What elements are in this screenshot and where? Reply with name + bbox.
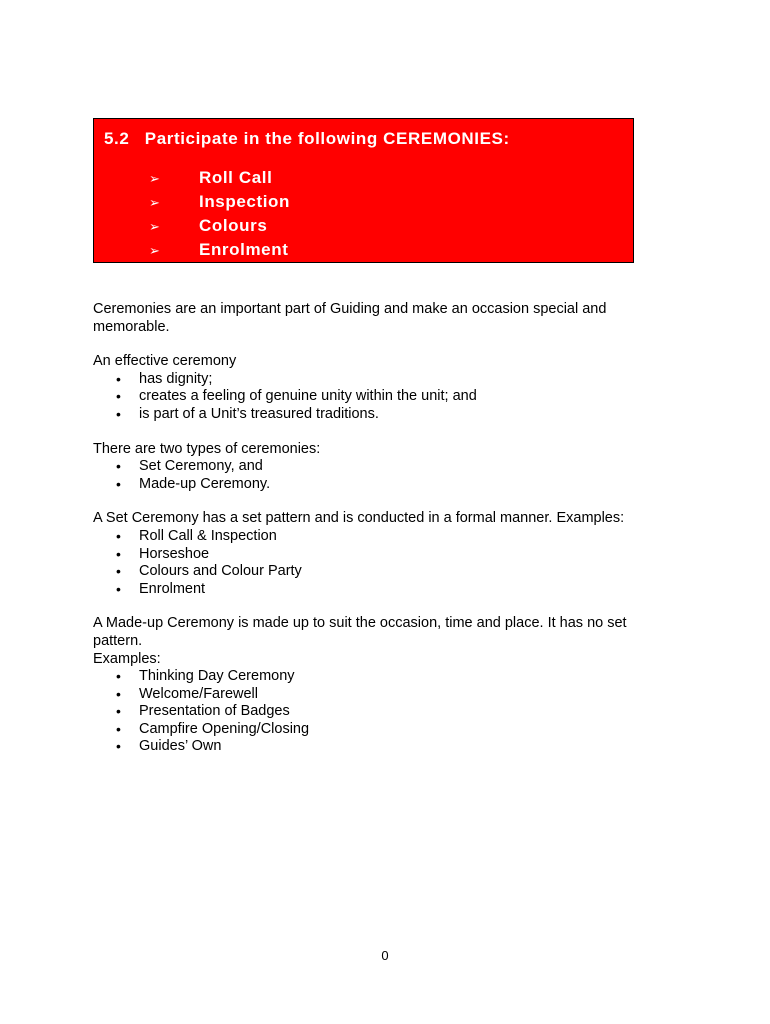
set-ceremony-list [93,528,693,598]
ceremony-types-section [93,441,693,494]
bullet-icon: • [116,703,121,720]
bullet-icon: • [116,563,121,580]
list-item: • Roll Call & Inspection [116,527,277,544]
page-number: 0 [381,948,389,963]
list-item: • Set Ceremony, and [116,458,263,475]
list-item: • is part of a Unit’s treasured traditions. [116,405,379,422]
types-list [93,458,693,493]
madeup-examples-label: Examples: [93,650,161,667]
effective-list [93,371,693,424]
list-item: • Presentation of Badges [116,703,290,720]
bullet-icon: • [116,720,121,737]
list-item: • Made-up Ceremony. [116,475,271,492]
set-ceremony-lead: A Set Ceremony has a set pattern and is conducted in a formal manner. Examples: [93,510,625,527]
bullet-icon: • [116,545,121,562]
bullet-icon: • [116,668,121,685]
ceremony-item [149,190,290,214]
ceremony-list [149,166,290,262]
madeup-line: A Made-up Ceremony is made up to suit the occasion, time and place. It has no set [93,615,627,632]
bullet-icon: • [116,738,121,755]
list-item: • Enrolment [116,580,206,597]
list-item: • has dignity; [116,370,213,387]
madeup-ceremony-list [93,668,693,756]
ceremony-item [149,166,290,190]
effective-lead: An effective ceremony [93,353,237,370]
list-item: • Horseshoe [116,545,210,562]
bullet-icon: • [116,405,121,422]
list-item: • Guides’ Own [116,738,222,755]
list-item: • Welcome/Farewell [116,685,258,702]
section-number: 5.2 [104,129,130,148]
set-ceremony-section [93,510,693,598]
section-title: Participate in the following CEREMONIES: [144,129,510,148]
bullet-icon: • [116,458,121,475]
body-text [93,301,693,773]
bullet-icon: • [116,685,121,702]
bullet-icon: • [116,370,121,387]
list-item: • creates a feeling of genuine unity within the unit; and [116,388,477,405]
list-item: • Thinking Day Ceremony [116,668,295,685]
intro-line: memorable. [93,318,170,335]
arrow-right-icon: ➢ [149,242,160,258]
ceremony-item [149,238,290,262]
list-item: • Campfire Opening/Closing [116,720,310,737]
ceremony-item [149,214,290,238]
intro-line: Ceremonies are an important part of Guiding and make an occasion special and [93,301,607,317]
madeup-ceremony-section [93,615,693,756]
section-header-box [93,118,634,263]
bullet-icon: • [116,527,121,544]
arrow-right-icon: ➢ [149,218,160,234]
section-heading [104,129,510,149]
list-item: • Colours and Colour Party [116,563,302,580]
arrow-right-icon: ➢ [149,170,160,186]
effective-ceremony-section [93,353,693,423]
types-lead: There are two types of ceremonies: [93,440,321,457]
madeup-line: pattern. [93,632,143,649]
bullet-icon: • [116,388,121,405]
arrow-right-icon: ➢ [149,194,160,210]
ceremony-label: Roll Call [199,168,273,187]
ceremony-label: Inspection [199,192,291,211]
ceremony-label: Enrolment [199,240,289,259]
ceremony-label: Colours [199,216,268,235]
intro-paragraph [93,301,693,336]
bullet-icon: • [116,580,121,597]
bullet-icon: • [116,475,121,492]
